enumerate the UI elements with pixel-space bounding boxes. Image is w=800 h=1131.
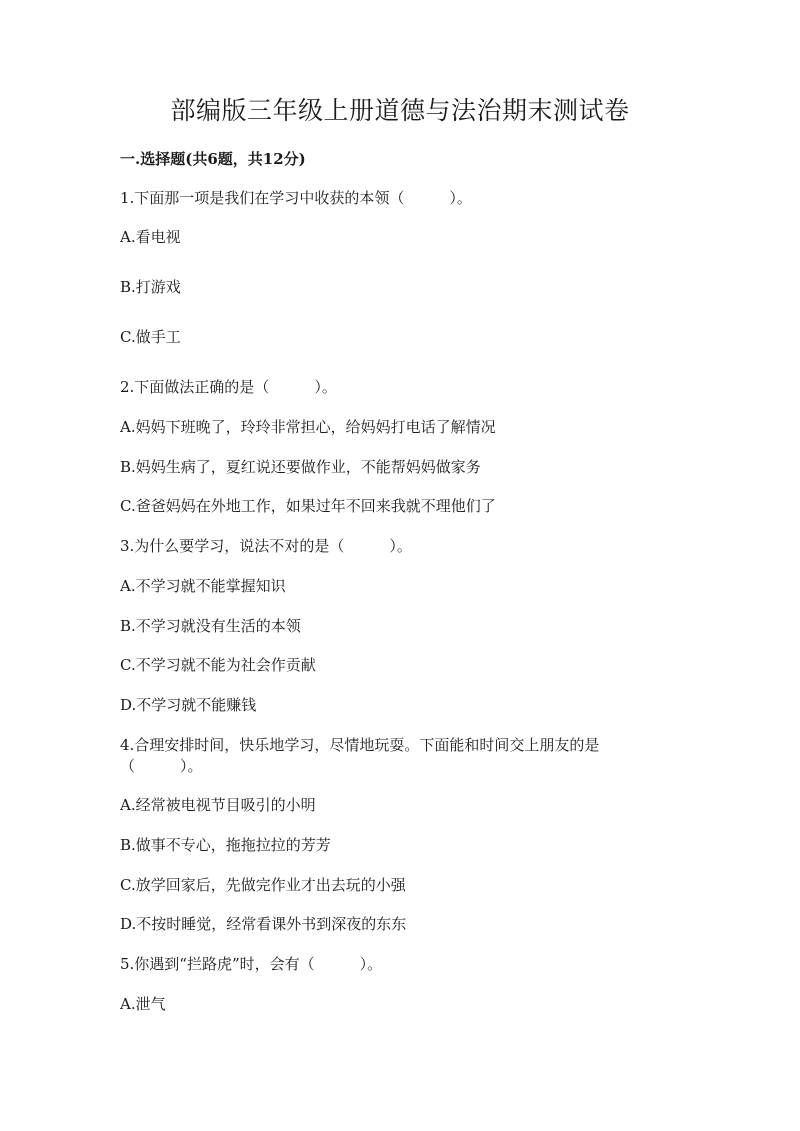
question-4-option-b: B.做事不专心，拖拖拉拉的芳芳 <box>120 836 331 854</box>
question-3-option-c: C.不学习就不能为社会作贡献 <box>120 656 316 674</box>
question-1-stem: 1.下面那一项是我们在学习中收获的本领（ ）。 <box>120 189 472 207</box>
question-3-option-d: D.不学习就不能赚钱 <box>120 696 257 714</box>
question-4-stem-line1: 4.合理安排时间，快乐地学习，尽情地玩耍。下面能和时间交上朋友的是 <box>120 736 600 754</box>
question-4-stem-line2: （ ）。 <box>120 757 203 775</box>
exam-title: 部编版三年级上册道德与法治期末测试卷 <box>170 96 630 125</box>
question-3-stem: 3.为什么要学习，说法不对的是（ ）。 <box>120 537 412 555</box>
question-3-option-b: B.不学习就没有生活的本领 <box>120 617 301 635</box>
question-1-option-a: A.看电视 <box>120 228 181 246</box>
question-2-option-b: B.妈妈生病了，夏红说还要做作业，不能帮妈妈做家务 <box>120 458 481 476</box>
question-4-option-d: D.不按时睡觉，经常看课外书到深夜的东东 <box>120 915 407 933</box>
question-2-option-a: A.妈妈下班晚了，玲玲非常担心，给妈妈打电话了解情况 <box>120 418 496 436</box>
question-4-option-a: A.经常被电视节目吸引的小明 <box>120 796 316 814</box>
question-2-option-c: C.爸爸妈妈在外地工作，如果过年不回来我就不理他们了 <box>120 497 496 515</box>
question-1-option-c: C.做手工 <box>120 328 181 346</box>
question-4-option-c: C.放学回家后，先做完作业才出去玩的小强 <box>120 876 406 894</box>
question-1-option-b: B.打游戏 <box>120 278 181 296</box>
question-5-option-a: A.泄气 <box>120 995 166 1013</box>
question-5-stem: 5.你遇到“拦路虎”时，会有（ ）。 <box>120 955 383 973</box>
question-3-option-a: A.不学习就不能掌握知识 <box>120 577 286 595</box>
section-heading: 一.选择题(共6题，共12分) <box>120 150 306 168</box>
question-2-stem: 2.下面做法正确的是（ ）。 <box>120 378 337 396</box>
